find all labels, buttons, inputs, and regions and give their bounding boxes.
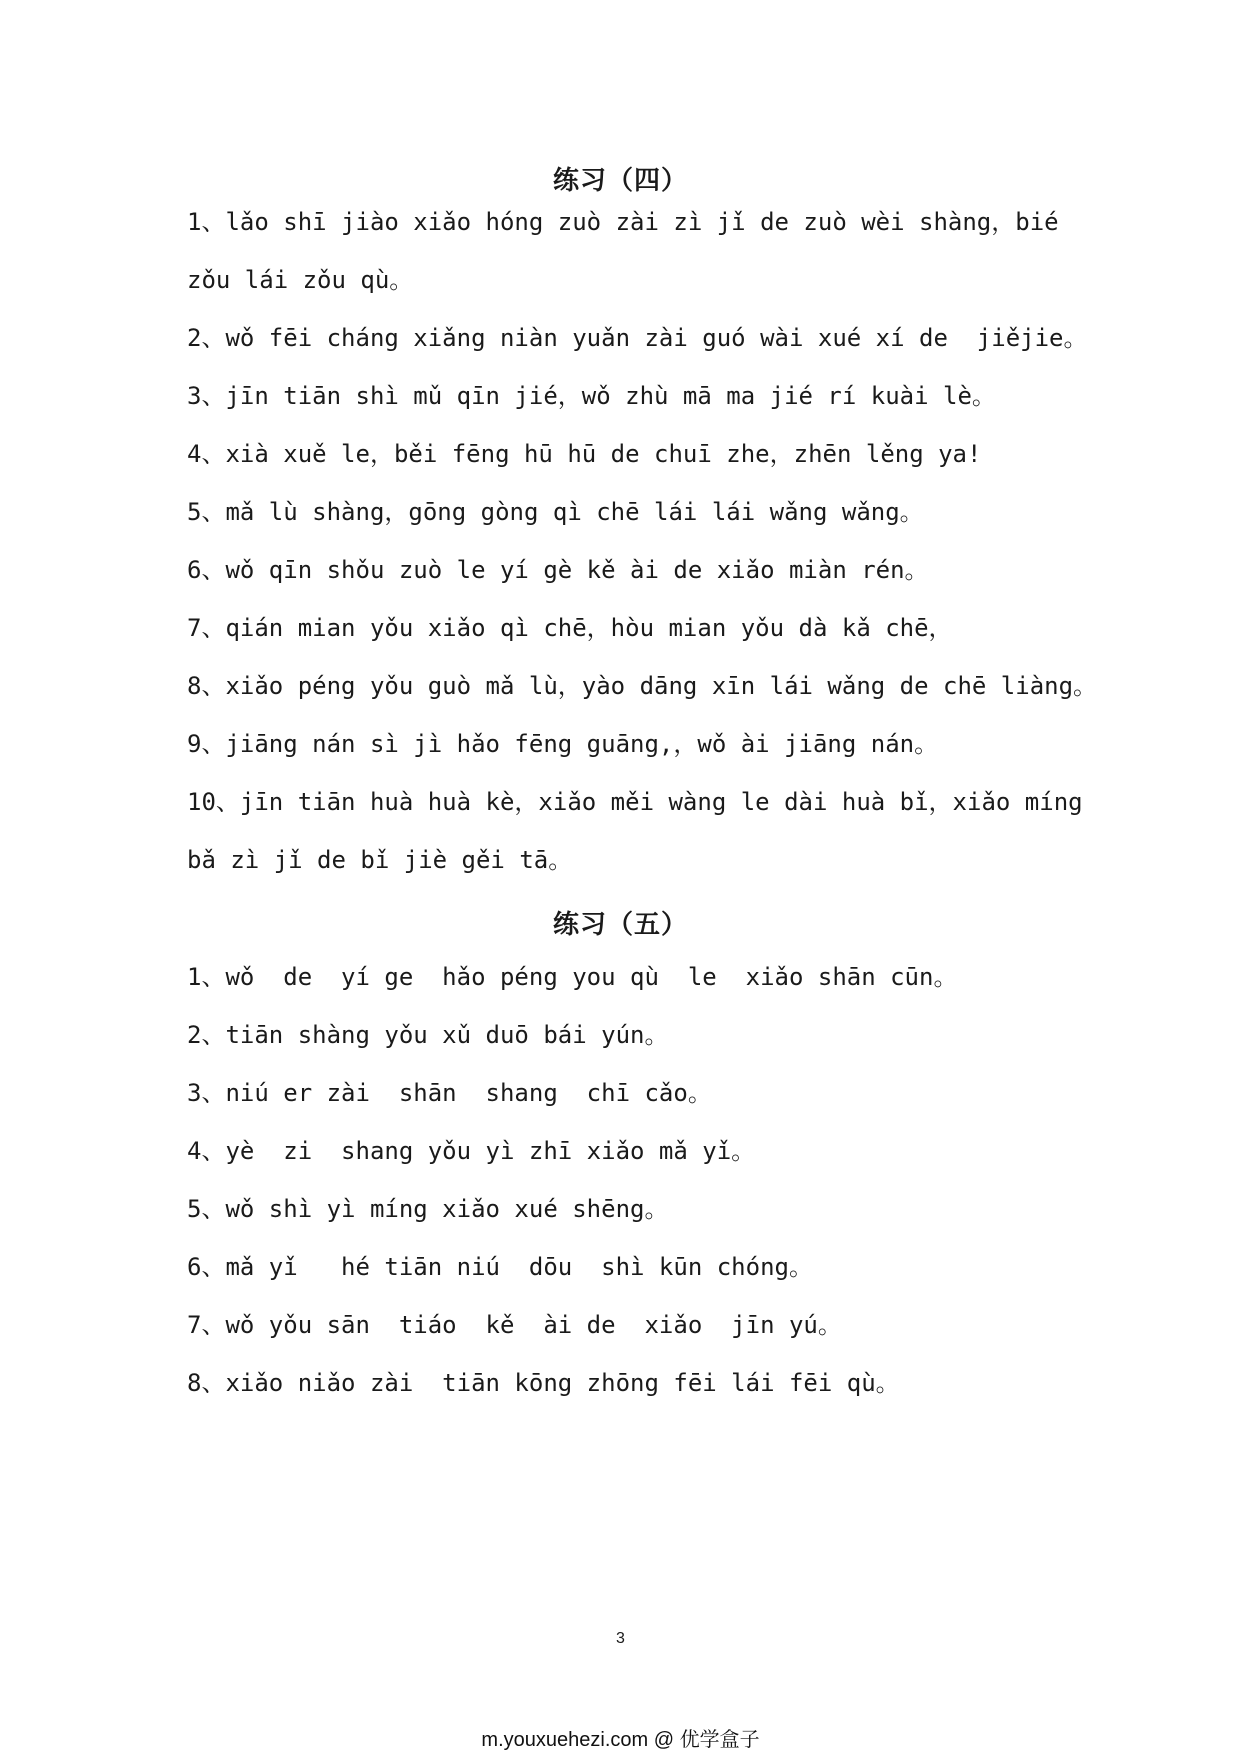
exercise-5-line: 7、wǒ yǒu sān tiáo kě ài de xiǎo jīn yú。 xyxy=(187,1311,842,1339)
exercise-4-line: 1、lǎo shī jiào xiǎo hóng zuò zài zì jǐ de zuò wèi shàng，bié xyxy=(187,208,1059,236)
exercise-5-line: 2、tiān shàng yǒu xǔ duō bái yún。 xyxy=(187,1021,669,1049)
exercise-4-line: 10、jīn tiān huà huà kè，xiǎo měi wàng le dài huà bǐ，xiǎo míng xyxy=(187,788,1083,816)
section-5-title: 练习（五） xyxy=(552,910,688,940)
exercise-4-line: bǎ zì jǐ de bǐ jiè gěi tā。 xyxy=(187,846,573,874)
exercise-4-line: 9、jiāng nán sì jì hǎo fēng guāng,，wǒ ài jiāng nán。 xyxy=(187,730,939,758)
exercise-5-line: 1、wǒ de yí ge hǎo péng you qù le xiǎo shān cūn。 xyxy=(187,963,958,991)
exercise-4-line: 6、wǒ qīn shǒu zuò le yí gè kě ài de xiǎo miàn rén。 xyxy=(187,556,929,584)
footer-source: m.youxuehezi.com @ 优学盒子 xyxy=(481,1729,760,1751)
exercise-5-line: 8、xiǎo niǎo zài tiān kōng zhōng fēi lái fēi qù。 xyxy=(187,1369,900,1397)
exercise-5-line: 5、wǒ shì yì míng xiǎo xué shēng。 xyxy=(187,1195,669,1223)
exercise-4-line: 8、xiǎo péng yǒu guò mǎ lù，yào dāng xīn lái wǎng de chē liàng。 xyxy=(187,672,1098,700)
exercise-4-line: 7、qián mian yǒu xiǎo qì chē，hòu mian yǒu dà kǎ chē， xyxy=(187,614,953,642)
exercise-4-line: 2、wǒ fēi cháng xiǎng niàn yuǎn zài guó wài xué xí de jiějie。 xyxy=(187,324,1088,352)
exercise-4-line: 3、jīn tiān shì mǔ qīn jié，wǒ zhù mā ma jié rí kuài lè。 xyxy=(187,382,996,410)
section-4-title: 练习（四） xyxy=(552,166,688,196)
exercise-5-line: 6、mǎ yǐ hé tiān niú dōu shì kūn chóng。 xyxy=(187,1253,813,1281)
exercise-5-line: 3、niú er zài shān shang chī cǎo。 xyxy=(187,1079,712,1107)
exercise-4-line: 5、mǎ lù shàng，gōng gòng qì chē lái lái wǎng wǎng。 xyxy=(187,498,924,526)
exercise-4-line: zǒu lái zǒu qù。 xyxy=(187,266,414,294)
exercise-5-line: 4、yè zi shang yǒu yì zhī xiǎo mǎ yǐ。 xyxy=(187,1137,756,1165)
page-number: 3 xyxy=(616,1630,625,1647)
exercise-4-line: 4、xià xuě le，běi fēng hū hū de chuī zhe，zhēn lěng ya! xyxy=(187,440,982,468)
